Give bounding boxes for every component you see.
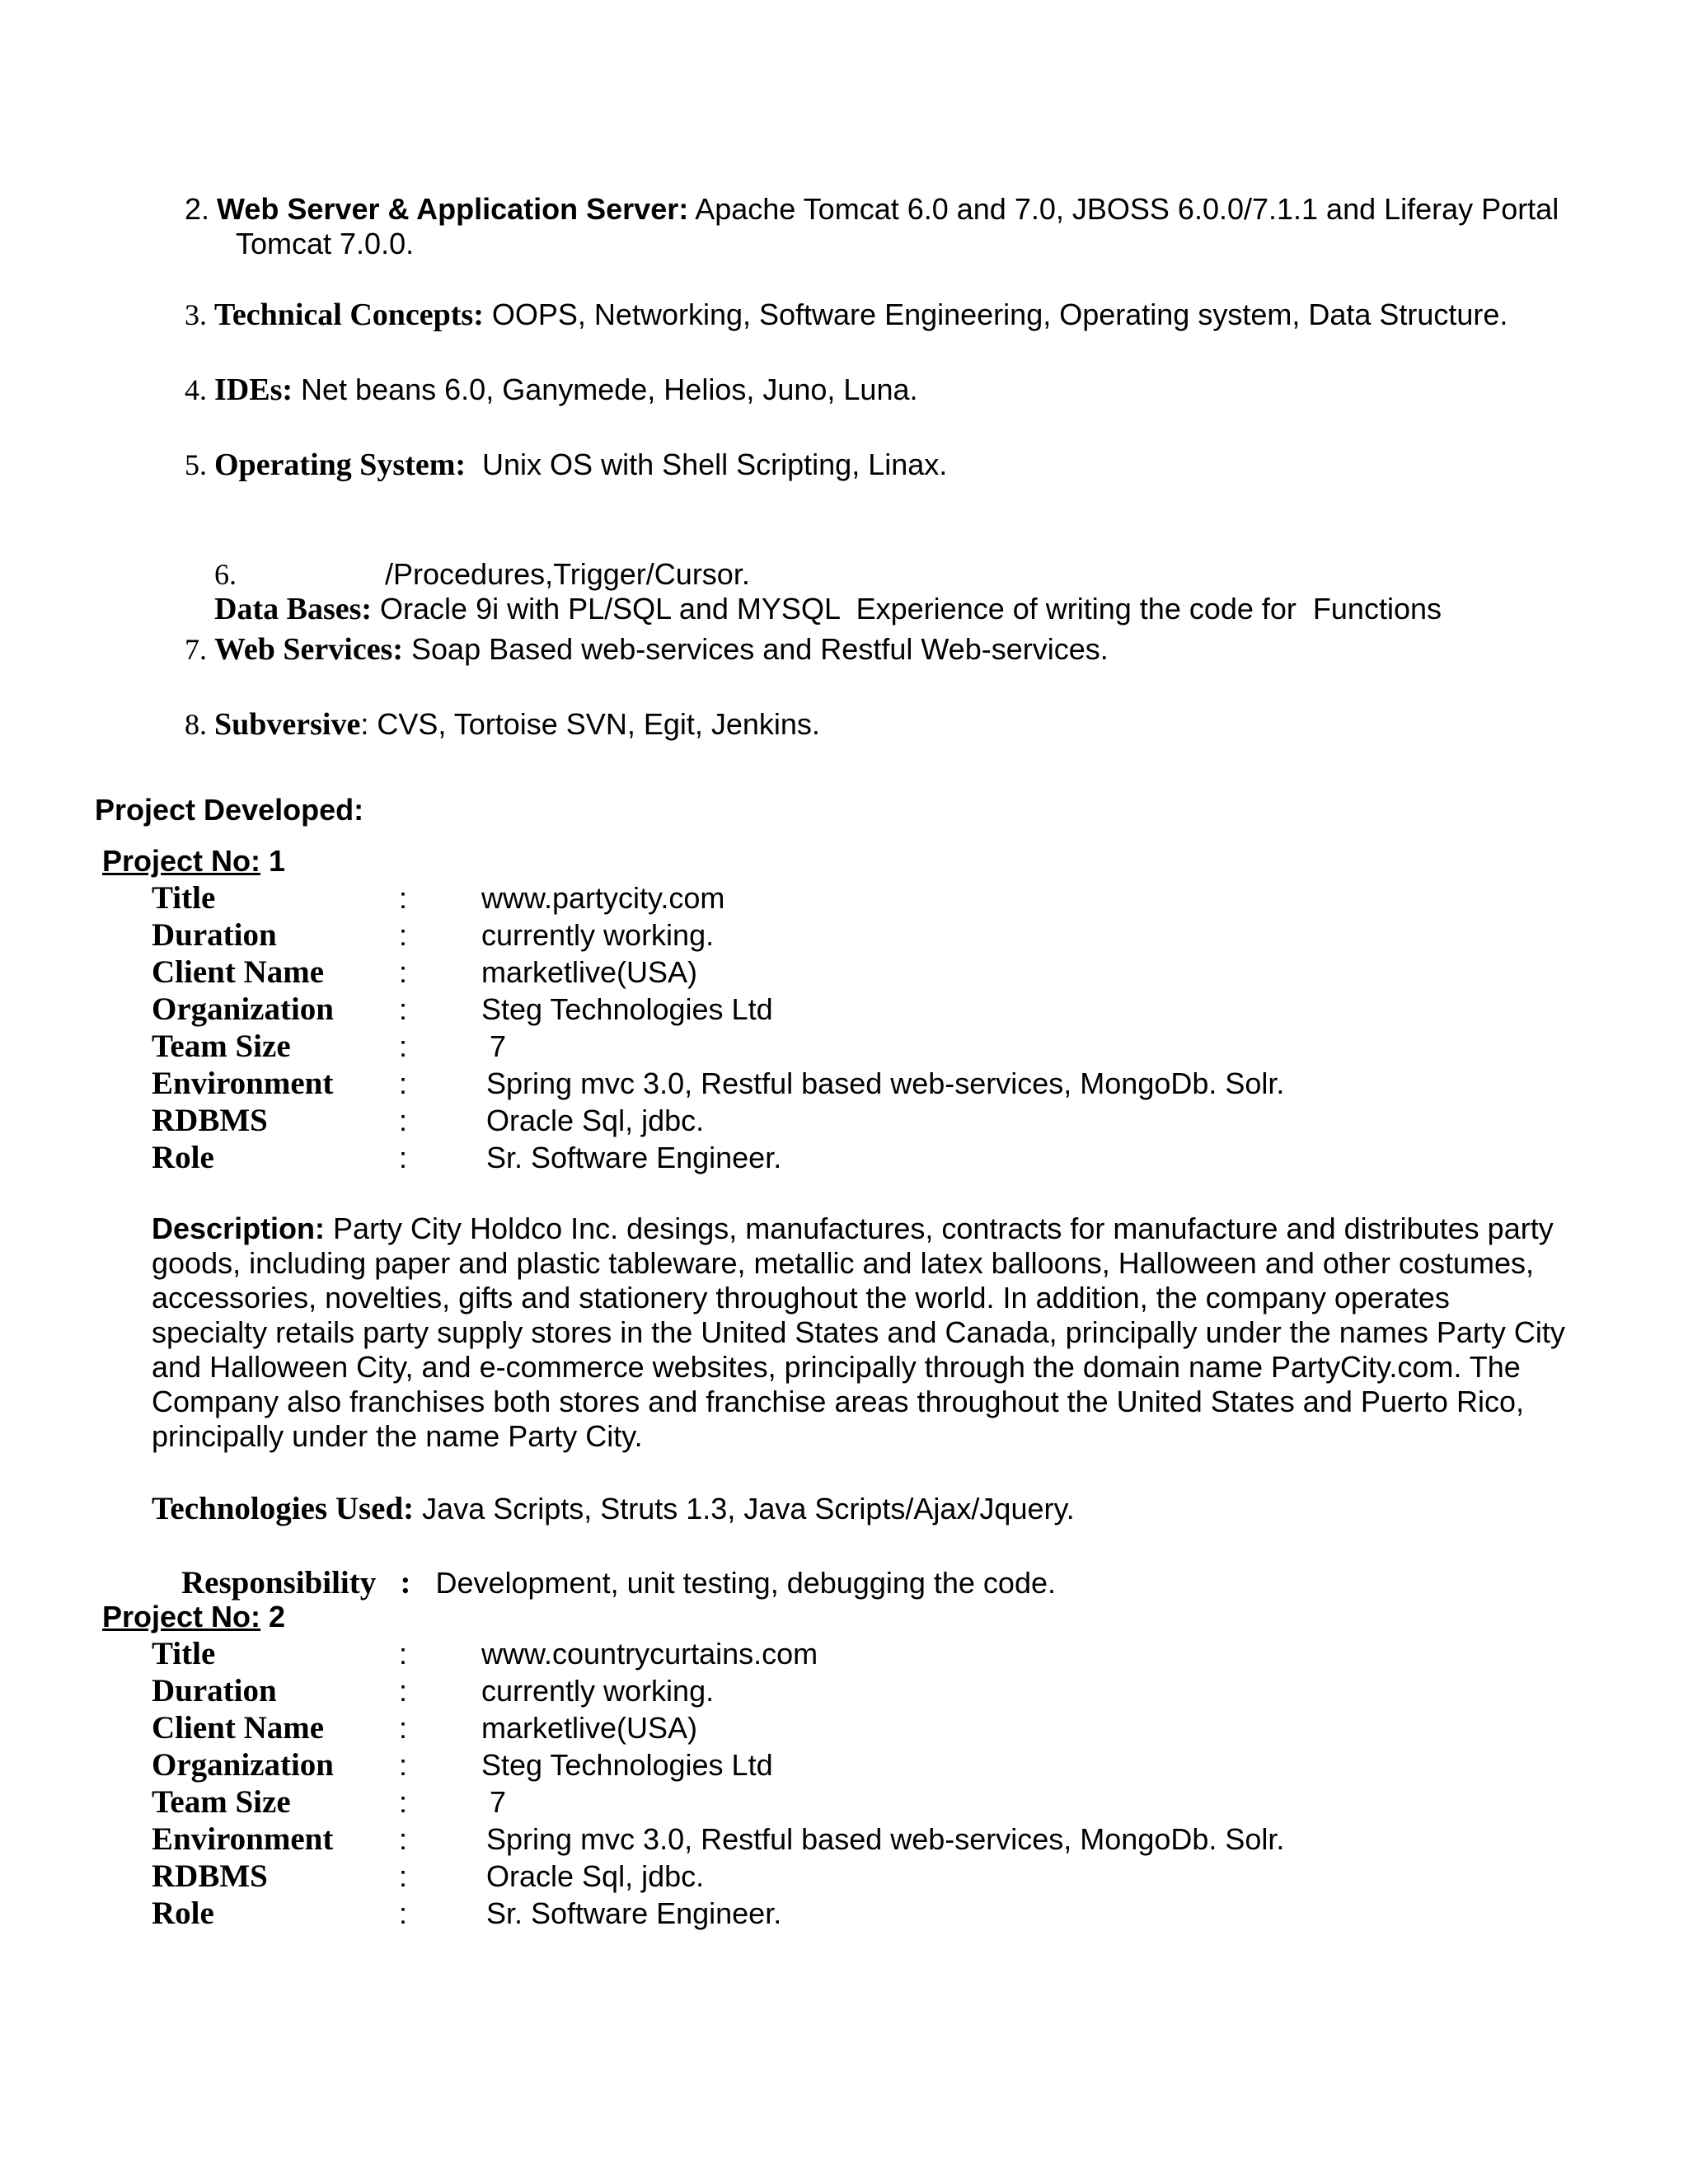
skill-item-ides [185, 373, 918, 407]
skill-label: Web Server & Application Server: [217, 192, 689, 226]
field-value: currently working. [481, 1674, 715, 1708]
field-colon: : [399, 1785, 408, 1819]
skill-number: 4. [185, 373, 207, 406]
field-key: Environment [152, 1821, 334, 1857]
skill-value: Oracle 9i with PL/SQL and MYSQL Experience of writing the code for Functions [372, 592, 1442, 626]
field-colon: : [399, 1822, 408, 1856]
field-value: 7 [490, 1029, 507, 1063]
field-colon: : [399, 1637, 408, 1671]
project-field-row [152, 916, 1553, 954]
field-key: Client Name [152, 1710, 325, 1746]
project-field-row [152, 1635, 1553, 1672]
field-value: Sr. Software Engineer. [486, 1896, 782, 1930]
skill-number: 7. [185, 633, 207, 666]
field-key: Title [152, 1636, 216, 1671]
responsibility-label: Responsibility : [181, 1565, 411, 1601]
field-key: Organization [152, 1747, 334, 1783]
field-colon: : [399, 1104, 408, 1137]
project-heading-number: 2 [260, 1600, 286, 1633]
field-colon: : [399, 1711, 408, 1745]
field-key: Title [152, 880, 216, 916]
skill-label: Technical Concepts: [214, 298, 484, 332]
field-key: Client Name [152, 954, 325, 990]
field-value: 7 [490, 1785, 507, 1819]
field-value: currently working. [481, 918, 715, 952]
project-field-row [152, 991, 1553, 1028]
skill-item-subversive [185, 707, 820, 742]
skill-continuation: Tomcat 7.0.0. [236, 227, 415, 260]
field-value: Spring mvc 3.0, Restful based web-services, MongoDb. Solr. [486, 1066, 1285, 1100]
description-line: accessories, novelties, gifts and stationery throughout the world. In addition, the company operates [152, 1281, 1450, 1315]
field-value: Oracle Sql, jdbc. [486, 1104, 705, 1137]
field-key: Team Size [152, 1029, 291, 1064]
field-value: www.countrycurtains.com [481, 1637, 818, 1671]
field-colon: : [399, 1748, 408, 1782]
field-key: RDBMS [152, 1103, 268, 1138]
project-field-row [152, 1746, 1553, 1783]
field-key: Role [152, 1896, 214, 1931]
field-value: marketlive(USA) [481, 1711, 698, 1745]
field-key: Role [152, 1140, 214, 1175]
project-field-row [152, 1821, 1553, 1858]
field-value: Spring mvc 3.0, Restful based web-services, MongoDb. Solr. [486, 1822, 1285, 1856]
technologies-value: Java Scripts, Struts 1.3, Java Scripts/Ajax/Jquery. [414, 1492, 1075, 1526]
skill-continuation: /Procedures,Trigger/Cursor. [385, 557, 750, 591]
skill-value: OOPS, Networking, Software Engineering, Operating system, Data Structure. [483, 298, 1508, 331]
project-field-row [152, 1139, 1553, 1176]
field-value: Sr. Software Engineer. [486, 1141, 782, 1174]
field-value: marketlive(USA) [481, 955, 698, 989]
field-colon: : [399, 918, 408, 952]
field-colon: : [399, 1896, 408, 1930]
skill-label: IDEs: [214, 373, 293, 407]
skill-value: Unix OS with Shell Scripting, Linax. [466, 448, 948, 481]
description-line: goods, including paper and plastic tableware, metallic and latex balloons, Halloween and other costumes, [152, 1246, 1535, 1280]
skill-number: 8. [185, 708, 207, 741]
description-text: Party City Holdco Inc. desings, manufactures, contracts for manufacture and distributes party [325, 1212, 1554, 1245]
project-field-row [152, 879, 1553, 916]
project-description [152, 1212, 1586, 1454]
project-heading-number: 1 [260, 844, 286, 878]
project-field-row [152, 1672, 1553, 1709]
field-colon: : [399, 1066, 408, 1100]
skill-label: Web Services: [214, 632, 404, 667]
responsibility [152, 1527, 1056, 1639]
technologies-used [152, 1490, 1075, 1528]
project-field-row [152, 1028, 1553, 1065]
field-colon: : [399, 992, 408, 1026]
description-line: Company also franchises both stores and franchise areas throughout the United States and Puerto Rico, [152, 1385, 1524, 1418]
project-field-row [152, 1895, 1553, 1932]
description-label: Description: [152, 1212, 326, 1245]
project-heading [102, 844, 285, 879]
skill-number: 5. [185, 448, 207, 481]
project-heading-label: Project No: [102, 1600, 261, 1633]
field-colon: : [399, 955, 408, 989]
project-heading-label: Project No: [102, 844, 261, 878]
skill-item-web-services [185, 632, 1109, 667]
skill-item-web-server [185, 192, 1559, 227]
project-field-row [152, 1783, 1553, 1821]
responsibility-value: Development, unit testing, debugging the code. [410, 1566, 1056, 1600]
field-key: Duration [152, 917, 277, 953]
skill-item-operating-system [185, 448, 947, 482]
description-line: and Halloween City, and e-commerce websites, principally through the domain name PartyCity.com. The [152, 1350, 1521, 1384]
field-colon: : [399, 1859, 408, 1893]
field-colon: : [399, 881, 408, 915]
field-colon: : [399, 1029, 408, 1063]
field-colon: : [399, 1141, 408, 1174]
field-key: Duration [152, 1673, 277, 1708]
skill-item-technical-concepts [185, 298, 1507, 332]
section-heading: Project Developed: [95, 793, 364, 827]
skill-number: 2. [185, 192, 210, 226]
skill-number: 3. [185, 298, 207, 331]
skill-number: 6. [214, 558, 237, 591]
field-key: RDBMS [152, 1858, 268, 1894]
skill-label: Subversive [214, 707, 361, 742]
project-field-row [152, 954, 1553, 991]
field-key: Organization [152, 991, 334, 1027]
skill-label: Data Bases: [214, 592, 373, 626]
skill-label: Operating System: [214, 448, 467, 482]
description-line [152, 1212, 1586, 1246]
project-field-row [152, 1858, 1553, 1895]
field-value: www.partycity.com [481, 881, 725, 915]
field-value: Oracle Sql, jdbc. [486, 1859, 705, 1893]
project-field-row [152, 1065, 1553, 1102]
field-colon: : [399, 1674, 408, 1708]
skill-value: Soap Based web-services and Restful Web-services. [403, 632, 1109, 666]
field-key: Environment [152, 1066, 334, 1101]
technologies-label: Technologies Used: [152, 1491, 415, 1526]
skill-value: : CVS, Tortoise SVN, Egit, Jenkins. [360, 707, 820, 741]
field-key: Team Size [152, 1784, 291, 1820]
project-field-row [152, 1709, 1553, 1746]
field-value: Steg Technologies Ltd [481, 1748, 773, 1782]
field-value: Steg Technologies Ltd [481, 992, 773, 1026]
project-heading [102, 1600, 285, 1634]
skill-value: Apache Tomcat 6.0 and 7.0, JBOSS 6.0.0/7.1.1 and Liferay Portal [688, 192, 1559, 226]
skill-value: Net beans 6.0, Ganymede, Helios, Juno, Luna. [293, 373, 918, 406]
description-line: principally under the name Party City. [152, 1419, 643, 1453]
description-line: specialty retails party supply stores in the United States and Canada, principally under the names Party City [152, 1315, 1565, 1349]
project-field-row [152, 1102, 1553, 1139]
